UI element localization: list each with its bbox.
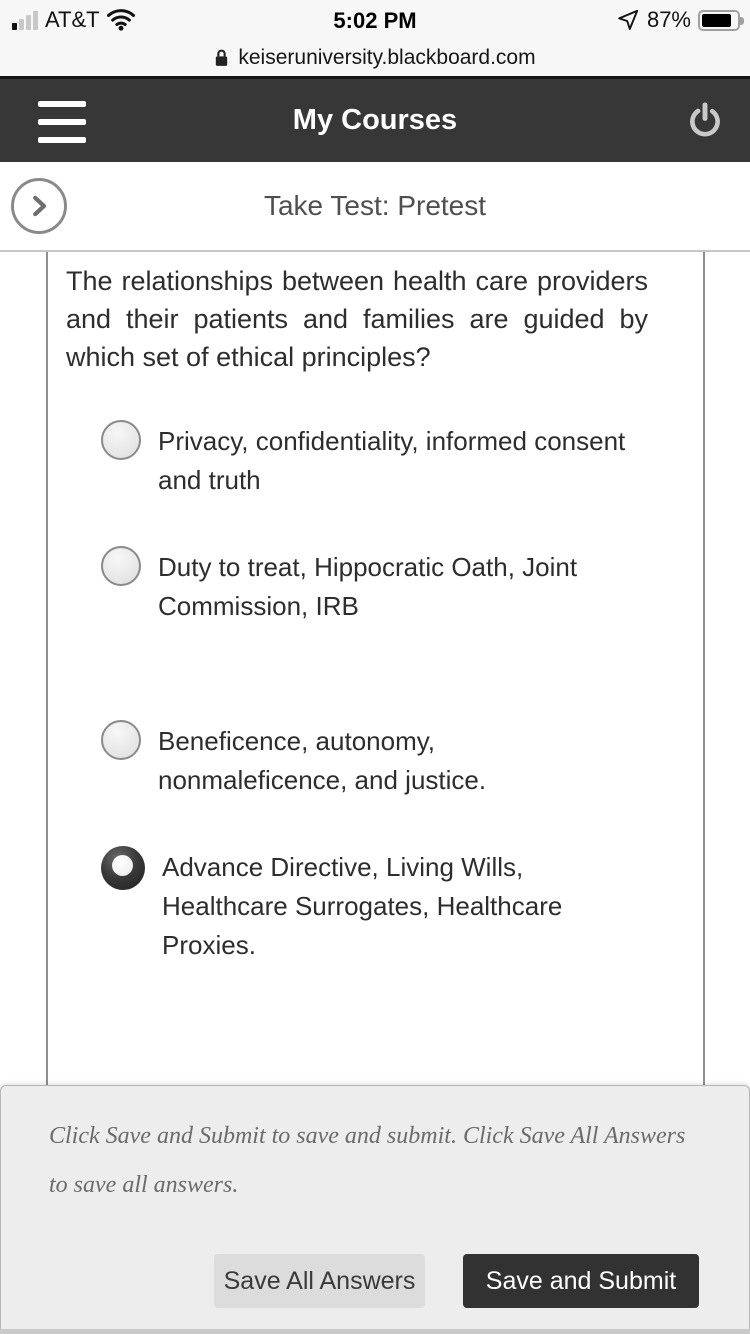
battery-percent-label: 87% bbox=[646, 7, 691, 32]
menu-icon[interactable] bbox=[38, 101, 90, 143]
answer-options bbox=[48, 420, 703, 1011]
question-text: The relationships between health care providers and their patients and families are guided by which set of ethical principles? bbox=[66, 266, 648, 372]
lock-icon bbox=[214, 48, 229, 68]
carrier-label: AT&T bbox=[45, 7, 100, 32]
answer-option-label: Privacy, confidentiality, informed consent and truth bbox=[158, 426, 626, 495]
answer-option[interactable] bbox=[101, 846, 703, 965]
radio-button[interactable] bbox=[101, 420, 141, 460]
answer-option-label: Advance Directive, Living Wills, Healthcare Surrogates, Healthcare Proxies. bbox=[162, 852, 563, 960]
url-text: keiseruniversity.blackboard.com bbox=[238, 46, 536, 69]
logout-button[interactable] bbox=[682, 97, 728, 143]
location-arrow-icon bbox=[616, 8, 640, 32]
bottom-edge bbox=[0, 1329, 750, 1334]
save-and-submit-button[interactable]: Save and Submit bbox=[463, 1254, 699, 1308]
test-content bbox=[0, 252, 750, 1085]
chevron-right-icon bbox=[24, 191, 54, 221]
battery-icon bbox=[698, 10, 740, 31]
expand-panel-button[interactable] bbox=[11, 178, 67, 234]
question-card bbox=[46, 252, 705, 1085]
radio-button[interactable] bbox=[101, 846, 145, 890]
page-title: Take Test: Pretest bbox=[263, 190, 487, 221]
status-bar bbox=[0, 0, 750, 76]
radio-button[interactable] bbox=[101, 720, 141, 760]
clock: 5:02 PM bbox=[333, 8, 417, 33]
submit-panel bbox=[0, 1085, 750, 1334]
radio-button[interactable] bbox=[101, 546, 141, 586]
url-bar[interactable] bbox=[0, 40, 750, 76]
app-title: My Courses bbox=[292, 104, 458, 136]
page-header bbox=[0, 162, 750, 252]
answer-option[interactable] bbox=[101, 546, 703, 626]
app-header bbox=[0, 76, 750, 162]
answer-option[interactable] bbox=[101, 720, 703, 800]
power-icon bbox=[685, 100, 725, 140]
save-all-answers-button[interactable]: Save All Answers bbox=[214, 1254, 425, 1308]
answer-option[interactable] bbox=[101, 420, 703, 500]
submit-instructions: Click Save and Submit to save and submit. Click Save All Answers to save all answers. bbox=[49, 1123, 686, 1198]
answer-option-label: Beneficence, autonomy, nonmaleficence, and justice. bbox=[158, 726, 487, 795]
answer-option-label: Duty to treat, Hippocratic Oath, Joint Commission, IRB bbox=[158, 552, 578, 621]
